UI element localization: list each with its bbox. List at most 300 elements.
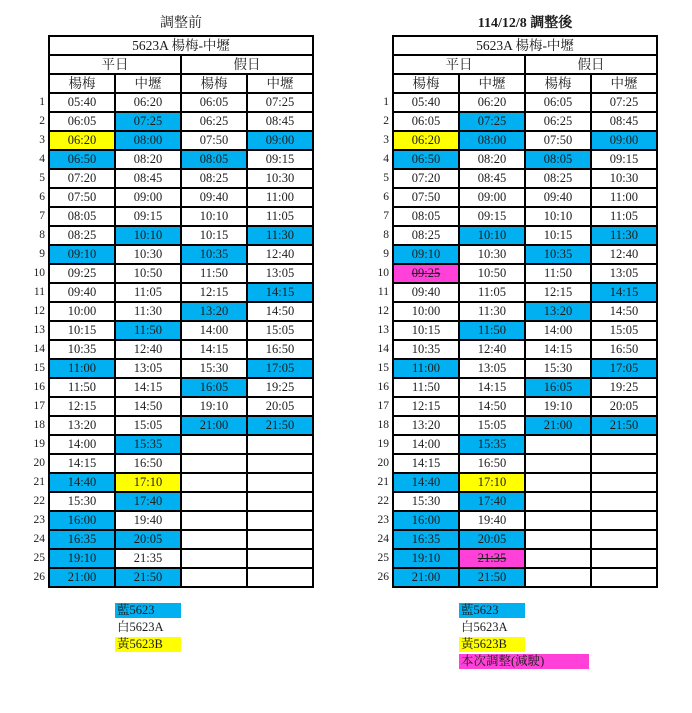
time-cell: 05:40 bbox=[49, 93, 115, 112]
time-cell: 14:15 bbox=[459, 378, 525, 397]
time-cell: 09:15 bbox=[591, 150, 657, 169]
table-row bbox=[33, 416, 313, 435]
gutter-cell bbox=[33, 74, 49, 93]
table-row bbox=[33, 473, 313, 492]
time-cell bbox=[181, 549, 247, 568]
time-cell: 15:05 bbox=[591, 321, 657, 340]
row-number: 7 bbox=[377, 207, 393, 226]
time-cell: 14:15 bbox=[393, 454, 459, 473]
time-cell: 07:25 bbox=[591, 93, 657, 112]
table-row bbox=[377, 359, 657, 378]
time-cell: 12:15 bbox=[181, 283, 247, 302]
time-cell: 16:00 bbox=[49, 511, 115, 530]
station-header: 中壢 bbox=[247, 74, 313, 93]
time-cell: 09:00 bbox=[247, 131, 313, 150]
time-cell: 10:30 bbox=[247, 169, 313, 188]
time-cell: 08:45 bbox=[459, 169, 525, 188]
time-cell: 14:40 bbox=[49, 473, 115, 492]
legend-item: 黃5623B bbox=[115, 637, 181, 652]
time-cell: 15:05 bbox=[459, 416, 525, 435]
row-number: 1 bbox=[377, 93, 393, 112]
time-cell bbox=[591, 435, 657, 454]
timetable-before bbox=[33, 14, 315, 654]
time-cell: 19:40 bbox=[115, 511, 181, 530]
station-header: 中壢 bbox=[591, 74, 657, 93]
time-cell: 09:25 bbox=[49, 264, 115, 283]
time-cell: 16:35 bbox=[49, 530, 115, 549]
time-cell: 15:05 bbox=[115, 416, 181, 435]
legend bbox=[115, 603, 315, 652]
legend-item: 藍5623 bbox=[115, 603, 181, 618]
station-header: 楊梅 bbox=[525, 74, 591, 93]
table-row bbox=[377, 397, 657, 416]
time-cell: 14:40 bbox=[393, 473, 459, 492]
time-cell: 17:05 bbox=[247, 359, 313, 378]
time-cell bbox=[591, 530, 657, 549]
table-title: 114/12/8 調整後 bbox=[477, 16, 573, 31]
time-cell bbox=[591, 454, 657, 473]
legend-item: 白5623A bbox=[115, 620, 181, 635]
time-cell: 16:05 bbox=[525, 378, 591, 397]
time-cell: 10:15 bbox=[393, 321, 459, 340]
time-cell: 10:35 bbox=[49, 340, 115, 359]
table-row bbox=[33, 169, 313, 188]
time-cell: 09:40 bbox=[181, 188, 247, 207]
table-row bbox=[377, 321, 657, 340]
legend-item: 藍5623 bbox=[459, 603, 525, 618]
time-cell: 20:05 bbox=[115, 530, 181, 549]
legend bbox=[459, 603, 659, 669]
time-cell: 06:20 bbox=[393, 131, 459, 150]
time-cell bbox=[247, 435, 313, 454]
legend-item: 白5623A bbox=[459, 620, 525, 635]
row-number: 17 bbox=[33, 397, 49, 416]
time-cell: 20:05 bbox=[591, 397, 657, 416]
station-header: 楊梅 bbox=[393, 74, 459, 93]
time-cell: 21:50 bbox=[591, 416, 657, 435]
time-cell bbox=[525, 492, 591, 511]
row-number: 10 bbox=[377, 264, 393, 283]
time-cell: 08:00 bbox=[459, 131, 525, 150]
table-row bbox=[377, 302, 657, 321]
time-cell: 08:00 bbox=[115, 131, 181, 150]
time-cell bbox=[247, 568, 313, 587]
time-cell: 07:25 bbox=[115, 112, 181, 131]
table-row bbox=[377, 283, 657, 302]
time-cell: 12:15 bbox=[525, 283, 591, 302]
daytype-header-holiday: 假日 bbox=[181, 55, 313, 74]
time-cell bbox=[181, 454, 247, 473]
gutter-cell bbox=[377, 55, 393, 74]
time-cell bbox=[525, 435, 591, 454]
table-row bbox=[377, 245, 657, 264]
time-cell: 08:25 bbox=[393, 226, 459, 245]
table-row bbox=[33, 112, 313, 131]
route-header: 5623A 楊梅-中壢 bbox=[49, 36, 313, 55]
time-cell: 21:50 bbox=[459, 568, 525, 587]
table-row bbox=[377, 435, 657, 454]
time-cell bbox=[591, 568, 657, 587]
time-cell: 09:40 bbox=[525, 188, 591, 207]
table-row bbox=[33, 359, 313, 378]
time-cell: 06:50 bbox=[49, 150, 115, 169]
row-number: 7 bbox=[33, 207, 49, 226]
table-row bbox=[33, 530, 313, 549]
time-cell: 11:50 bbox=[49, 378, 115, 397]
time-cell: 13:20 bbox=[393, 416, 459, 435]
time-cell: 14:00 bbox=[49, 435, 115, 454]
time-cell: 15:30 bbox=[181, 359, 247, 378]
time-cell: 12:40 bbox=[115, 340, 181, 359]
time-cell: 19:10 bbox=[49, 549, 115, 568]
time-cell bbox=[181, 568, 247, 587]
time-cell: 19:10 bbox=[181, 397, 247, 416]
time-cell: 11:05 bbox=[247, 207, 313, 226]
table-title: 調整前 bbox=[160, 16, 202, 31]
time-cell: 09:10 bbox=[49, 245, 115, 264]
time-cell bbox=[181, 511, 247, 530]
time-cell bbox=[247, 473, 313, 492]
row-number: 13 bbox=[33, 321, 49, 340]
time-cell: 21:00 bbox=[181, 416, 247, 435]
row-number: 23 bbox=[33, 511, 49, 530]
table-row bbox=[377, 378, 657, 397]
gutter-cell bbox=[377, 36, 393, 55]
time-cell: 19:40 bbox=[459, 511, 525, 530]
time-cell: 13:20 bbox=[181, 302, 247, 321]
time-cell: 06:20 bbox=[115, 93, 181, 112]
time-cell: 09:00 bbox=[115, 188, 181, 207]
row-number: 25 bbox=[33, 549, 49, 568]
time-cell: 11:50 bbox=[459, 321, 525, 340]
time-cell: 11:50 bbox=[525, 264, 591, 283]
time-cell: 13:20 bbox=[49, 416, 115, 435]
table-row bbox=[33, 302, 313, 321]
time-cell: 14:15 bbox=[115, 378, 181, 397]
time-cell: 11:50 bbox=[115, 321, 181, 340]
time-cell: 11:30 bbox=[115, 302, 181, 321]
time-cell: 17:10 bbox=[459, 473, 525, 492]
time-cell: 07:25 bbox=[459, 112, 525, 131]
row-number: 24 bbox=[377, 530, 393, 549]
time-cell: 10:30 bbox=[459, 245, 525, 264]
daytype-header-holiday: 假日 bbox=[525, 55, 657, 74]
time-cell: 14:15 bbox=[181, 340, 247, 359]
time-cell: 10:35 bbox=[393, 340, 459, 359]
row-number: 1 bbox=[33, 93, 49, 112]
time-cell: 14:15 bbox=[591, 283, 657, 302]
time-cell: 11:00 bbox=[393, 359, 459, 378]
time-cell: 08:25 bbox=[49, 226, 115, 245]
time-cell: 12:40 bbox=[247, 245, 313, 264]
time-cell: 07:50 bbox=[525, 131, 591, 150]
row-number: 18 bbox=[377, 416, 393, 435]
time-cell bbox=[181, 492, 247, 511]
legend-item: 本次調整(減駛) bbox=[459, 654, 589, 669]
time-cell: 14:15 bbox=[49, 454, 115, 473]
time-cell: 13:05 bbox=[459, 359, 525, 378]
table-row bbox=[377, 112, 657, 131]
row-number: 20 bbox=[377, 454, 393, 473]
time-cell: 10:30 bbox=[115, 245, 181, 264]
station-header: 中壢 bbox=[115, 74, 181, 93]
time-cell: 14:50 bbox=[591, 302, 657, 321]
row-number: 22 bbox=[33, 492, 49, 511]
time-cell: 21:35 bbox=[459, 549, 525, 568]
time-cell: 10:50 bbox=[459, 264, 525, 283]
time-cell bbox=[181, 435, 247, 454]
time-cell: 13:05 bbox=[115, 359, 181, 378]
time-cell: 14:50 bbox=[459, 397, 525, 416]
row-number: 11 bbox=[33, 283, 49, 302]
time-cell: 16:05 bbox=[181, 378, 247, 397]
station-header: 中壢 bbox=[459, 74, 525, 93]
row-number: 12 bbox=[33, 302, 49, 321]
time-cell: 07:50 bbox=[49, 188, 115, 207]
time-cell: 08:25 bbox=[181, 169, 247, 188]
table-row bbox=[33, 283, 313, 302]
table-row bbox=[377, 226, 657, 245]
row-number: 11 bbox=[377, 283, 393, 302]
time-cell: 17:40 bbox=[459, 492, 525, 511]
row-number: 9 bbox=[33, 245, 49, 264]
time-cell: 12:40 bbox=[459, 340, 525, 359]
time-cell: 08:20 bbox=[115, 150, 181, 169]
table-row bbox=[33, 207, 313, 226]
time-cell: 16:50 bbox=[591, 340, 657, 359]
table-row bbox=[33, 264, 313, 283]
row-number: 15 bbox=[377, 359, 393, 378]
time-cell: 19:10 bbox=[393, 549, 459, 568]
time-cell: 09:10 bbox=[393, 245, 459, 264]
time-cell: 17:10 bbox=[115, 473, 181, 492]
time-cell: 12:15 bbox=[49, 397, 115, 416]
table-row bbox=[377, 511, 657, 530]
time-cell: 16:50 bbox=[247, 340, 313, 359]
time-cell: 08:05 bbox=[49, 207, 115, 226]
daytype-header-weekday: 平日 bbox=[393, 55, 525, 74]
row-number: 2 bbox=[377, 112, 393, 131]
row-number: 12 bbox=[377, 302, 393, 321]
time-cell: 08:05 bbox=[525, 150, 591, 169]
time-cell: 10:30 bbox=[591, 169, 657, 188]
table-row bbox=[377, 169, 657, 188]
time-cell: 06:05 bbox=[525, 93, 591, 112]
legend-item: 黃5623B bbox=[459, 637, 525, 652]
time-cell: 10:10 bbox=[525, 207, 591, 226]
row-number: 6 bbox=[33, 188, 49, 207]
table-row bbox=[33, 245, 313, 264]
row-number: 26 bbox=[377, 568, 393, 587]
table-row bbox=[377, 454, 657, 473]
time-cell: 08:25 bbox=[525, 169, 591, 188]
table-row bbox=[377, 416, 657, 435]
time-cell: 06:20 bbox=[49, 131, 115, 150]
row-number: 5 bbox=[377, 169, 393, 188]
time-cell: 19:25 bbox=[591, 378, 657, 397]
time-cell: 07:50 bbox=[393, 188, 459, 207]
time-cell bbox=[525, 549, 591, 568]
row-number: 4 bbox=[33, 150, 49, 169]
time-cell: 17:05 bbox=[591, 359, 657, 378]
time-cell: 10:00 bbox=[393, 302, 459, 321]
time-cell: 09:15 bbox=[459, 207, 525, 226]
time-cell: 21:35 bbox=[115, 549, 181, 568]
time-cell bbox=[591, 473, 657, 492]
time-cell: 08:05 bbox=[393, 207, 459, 226]
time-cell bbox=[247, 454, 313, 473]
time-cell bbox=[247, 511, 313, 530]
table-row bbox=[377, 93, 657, 112]
table-row bbox=[33, 435, 313, 454]
time-cell: 11:30 bbox=[459, 302, 525, 321]
time-cell: 20:05 bbox=[247, 397, 313, 416]
time-cell: 10:10 bbox=[181, 207, 247, 226]
time-cell: 08:45 bbox=[591, 112, 657, 131]
time-cell: 16:00 bbox=[393, 511, 459, 530]
time-cell: 15:35 bbox=[115, 435, 181, 454]
time-cell: 14:00 bbox=[393, 435, 459, 454]
time-cell: 14:50 bbox=[115, 397, 181, 416]
time-cell bbox=[525, 473, 591, 492]
table-row bbox=[33, 511, 313, 530]
time-cell: 10:15 bbox=[525, 226, 591, 245]
gutter-cell bbox=[33, 55, 49, 74]
time-cell: 21:00 bbox=[393, 568, 459, 587]
table-row bbox=[377, 131, 657, 150]
time-cell: 12:15 bbox=[393, 397, 459, 416]
time-cell bbox=[247, 530, 313, 549]
time-cell: 11:05 bbox=[115, 283, 181, 302]
time-cell: 08:45 bbox=[115, 169, 181, 188]
station-header: 楊梅 bbox=[49, 74, 115, 93]
table-row bbox=[377, 150, 657, 169]
table-row bbox=[377, 264, 657, 283]
gutter-cell bbox=[377, 74, 393, 93]
row-number: 13 bbox=[377, 321, 393, 340]
time-cell: 10:15 bbox=[49, 321, 115, 340]
time-cell: 21:00 bbox=[49, 568, 115, 587]
row-number: 10 bbox=[33, 264, 49, 283]
row-number: 19 bbox=[377, 435, 393, 454]
table-row bbox=[33, 188, 313, 207]
row-number: 17 bbox=[377, 397, 393, 416]
time-cell: 11:50 bbox=[181, 264, 247, 283]
timetable-after bbox=[377, 14, 659, 671]
row-number: 25 bbox=[377, 549, 393, 568]
time-cell: 15:30 bbox=[49, 492, 115, 511]
row-number: 8 bbox=[377, 226, 393, 245]
table-row bbox=[33, 549, 313, 568]
row-number: 23 bbox=[377, 511, 393, 530]
time-cell: 13:20 bbox=[525, 302, 591, 321]
row-number: 4 bbox=[377, 150, 393, 169]
time-cell: 10:50 bbox=[115, 264, 181, 283]
time-cell: 14:00 bbox=[525, 321, 591, 340]
row-number: 20 bbox=[33, 454, 49, 473]
row-number: 3 bbox=[377, 131, 393, 150]
row-number: 8 bbox=[33, 226, 49, 245]
row-number: 21 bbox=[377, 473, 393, 492]
time-cell bbox=[591, 549, 657, 568]
time-cell: 15:35 bbox=[459, 435, 525, 454]
time-cell bbox=[181, 473, 247, 492]
time-cell: 13:05 bbox=[247, 264, 313, 283]
row-number: 2 bbox=[33, 112, 49, 131]
time-cell: 10:35 bbox=[525, 245, 591, 264]
gutter-cell bbox=[33, 36, 49, 55]
daytype-header-weekday: 平日 bbox=[49, 55, 181, 74]
time-cell: 11:30 bbox=[591, 226, 657, 245]
time-cell: 13:05 bbox=[591, 264, 657, 283]
time-cell: 06:20 bbox=[459, 93, 525, 112]
time-cell: 10:15 bbox=[181, 226, 247, 245]
table-row bbox=[33, 340, 313, 359]
time-cell: 19:25 bbox=[247, 378, 313, 397]
time-cell: 10:10 bbox=[459, 226, 525, 245]
time-cell: 11:05 bbox=[459, 283, 525, 302]
time-cell: 08:05 bbox=[181, 150, 247, 169]
time-cell: 20:05 bbox=[459, 530, 525, 549]
time-cell: 07:25 bbox=[247, 93, 313, 112]
time-cell: 15:30 bbox=[525, 359, 591, 378]
time-cell: 15:05 bbox=[247, 321, 313, 340]
time-cell: 10:00 bbox=[49, 302, 115, 321]
table-row bbox=[33, 131, 313, 150]
time-cell: 08:20 bbox=[459, 150, 525, 169]
time-cell: 05:40 bbox=[393, 93, 459, 112]
time-cell: 06:50 bbox=[393, 150, 459, 169]
time-cell: 09:15 bbox=[247, 150, 313, 169]
time-cell: 14:50 bbox=[247, 302, 313, 321]
row-number: 22 bbox=[377, 492, 393, 511]
table-row bbox=[33, 150, 313, 169]
time-cell bbox=[591, 511, 657, 530]
time-cell: 09:15 bbox=[115, 207, 181, 226]
time-cell bbox=[525, 454, 591, 473]
table-row bbox=[377, 549, 657, 568]
time-cell bbox=[247, 549, 313, 568]
row-number: 3 bbox=[33, 131, 49, 150]
table-row bbox=[33, 93, 313, 112]
time-cell: 19:10 bbox=[525, 397, 591, 416]
time-cell: 07:50 bbox=[181, 131, 247, 150]
table-row bbox=[377, 188, 657, 207]
row-number: 6 bbox=[377, 188, 393, 207]
time-cell: 10:35 bbox=[181, 245, 247, 264]
time-cell: 21:50 bbox=[247, 416, 313, 435]
table-row bbox=[33, 397, 313, 416]
table-row bbox=[377, 207, 657, 226]
time-cell bbox=[525, 530, 591, 549]
station-header: 楊梅 bbox=[181, 74, 247, 93]
time-cell: 09:40 bbox=[49, 283, 115, 302]
time-cell bbox=[525, 568, 591, 587]
row-number: 14 bbox=[33, 340, 49, 359]
time-cell: 16:50 bbox=[115, 454, 181, 473]
time-cell: 14:15 bbox=[525, 340, 591, 359]
row-number: 21 bbox=[33, 473, 49, 492]
time-cell bbox=[247, 492, 313, 511]
table-row bbox=[377, 492, 657, 511]
row-number: 5 bbox=[33, 169, 49, 188]
row-number: 9 bbox=[377, 245, 393, 264]
time-cell: 11:30 bbox=[247, 226, 313, 245]
time-cell: 11:00 bbox=[591, 188, 657, 207]
time-cell: 09:40 bbox=[393, 283, 459, 302]
row-number: 15 bbox=[33, 359, 49, 378]
time-cell: 11:00 bbox=[247, 188, 313, 207]
